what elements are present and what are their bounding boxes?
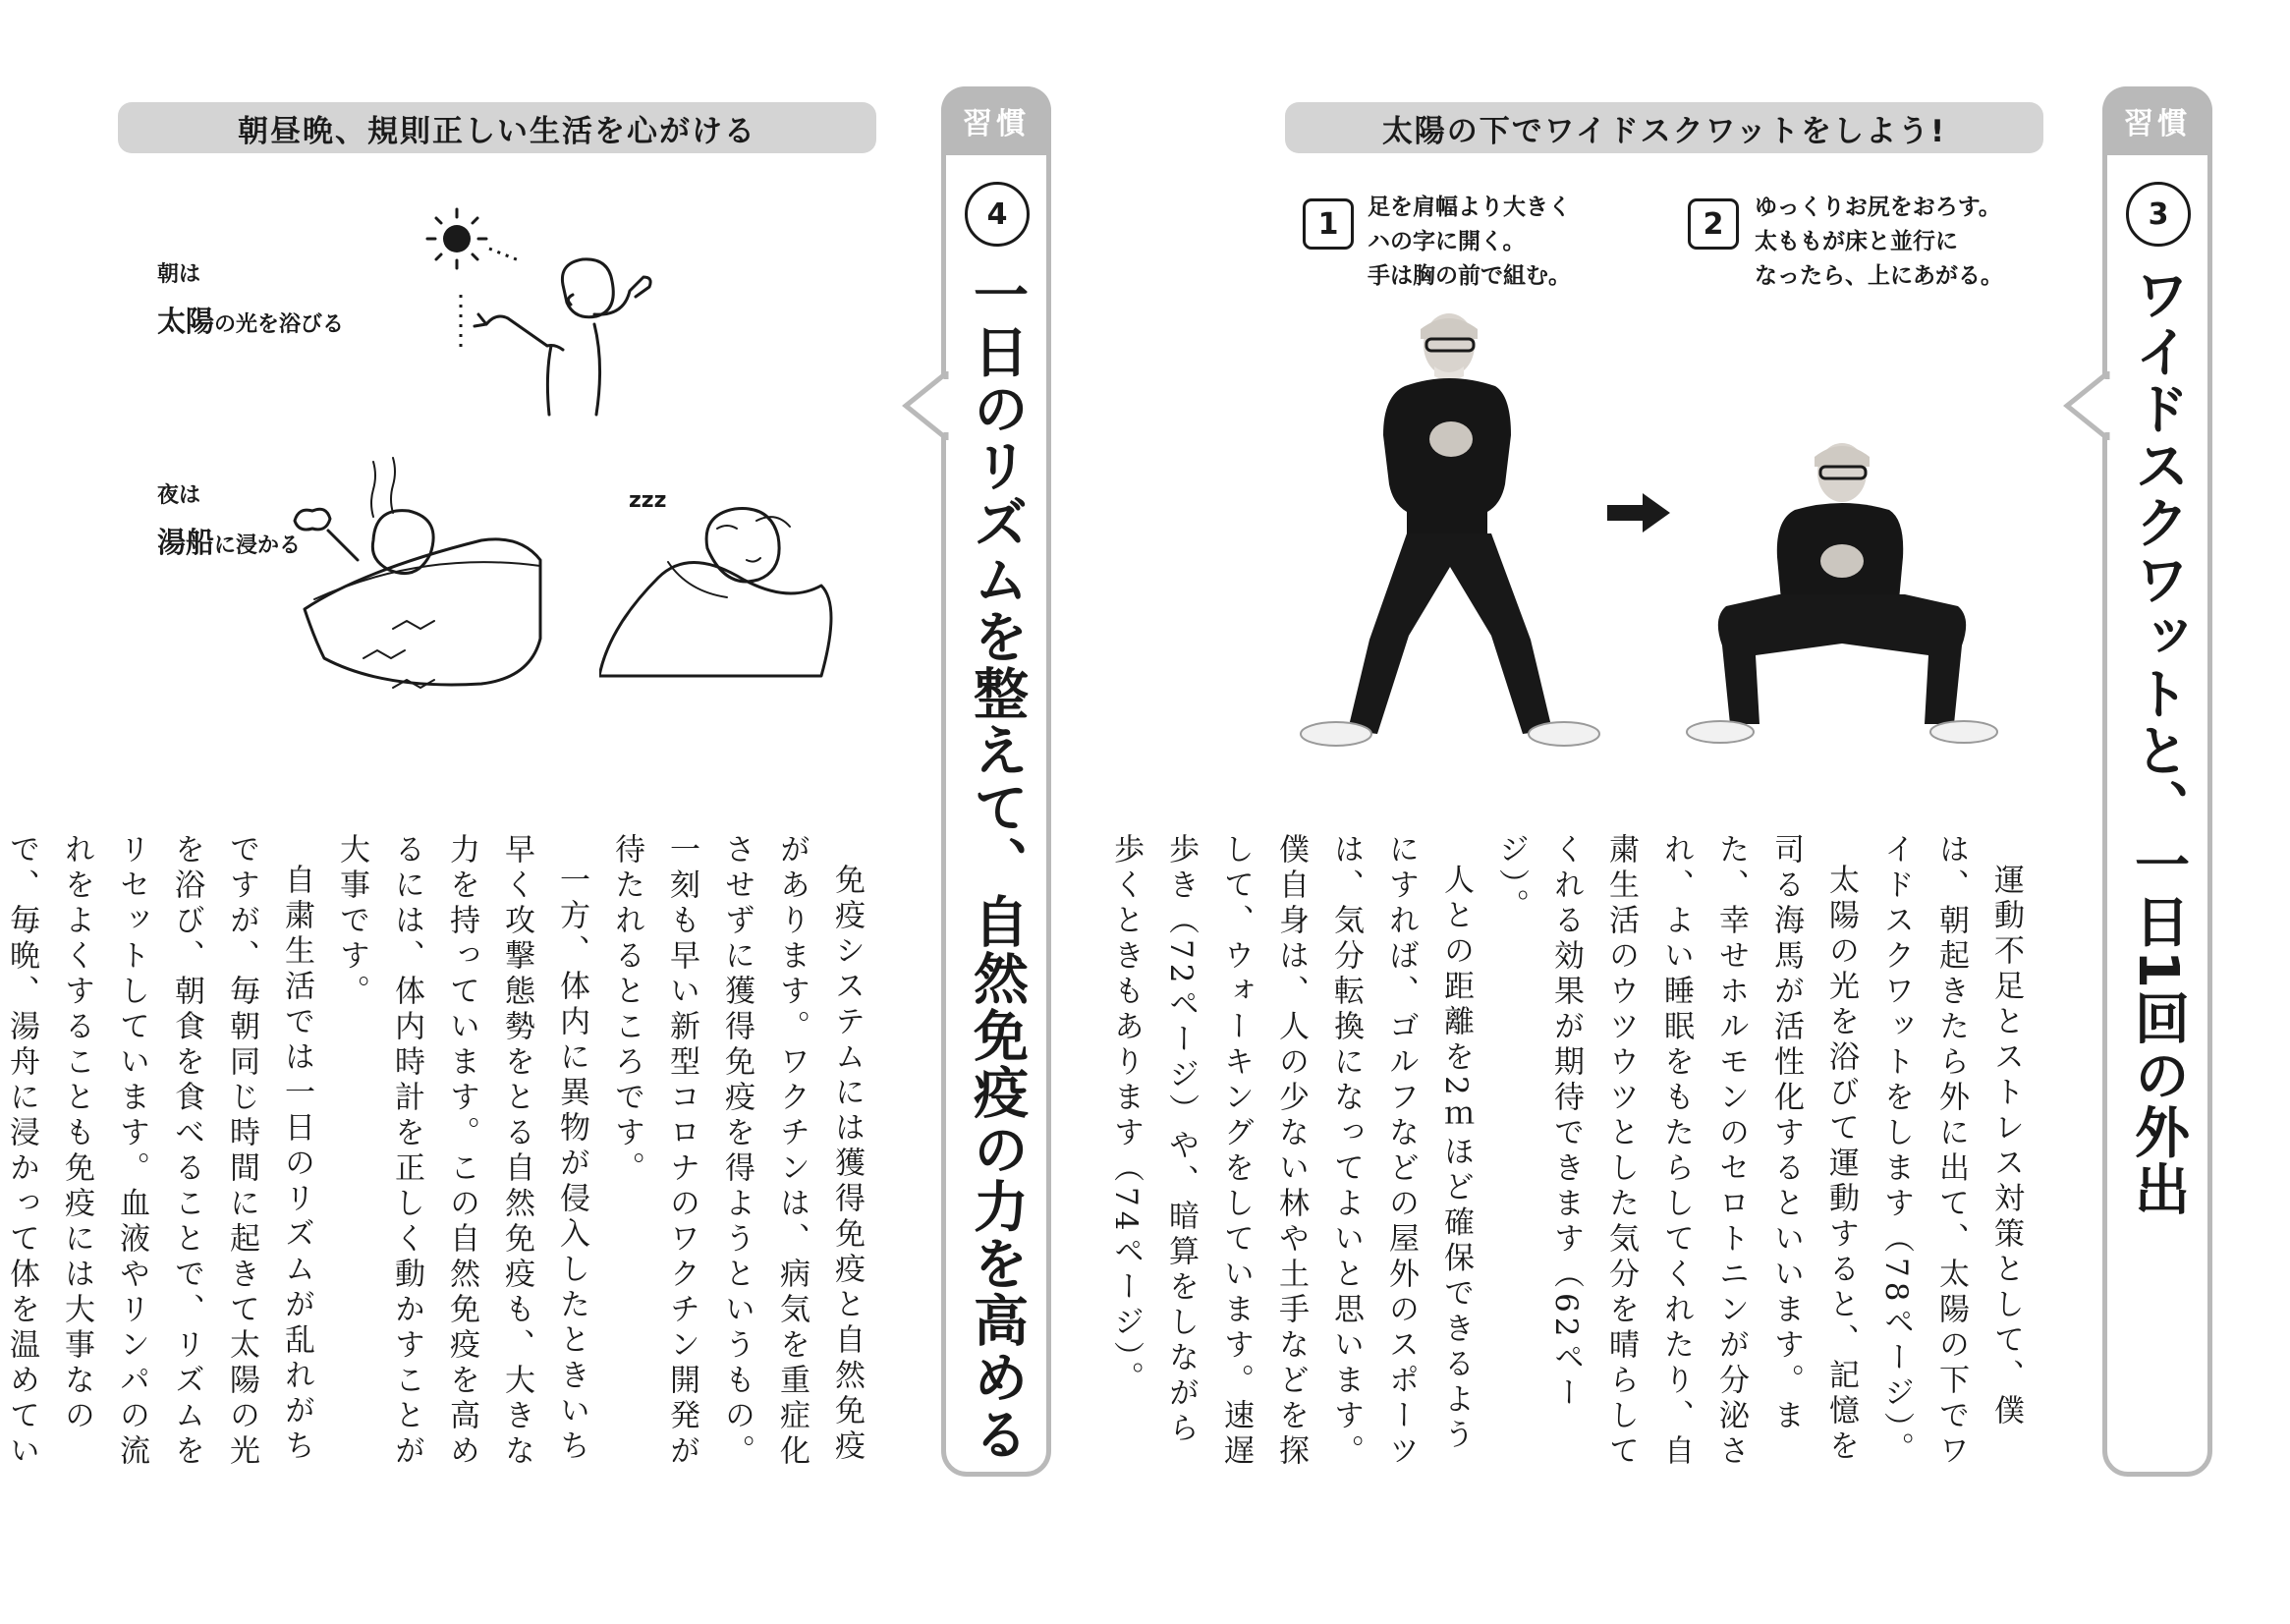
person-squatting-figure — [1685, 437, 1999, 752]
person-standing-figure — [1297, 309, 1611, 752]
caption-night-rest: に浸かる — [214, 533, 302, 558]
right-header: 太陽の下でワイドスクワットをしよう! — [1285, 102, 2043, 153]
caption-morning-big: 太陽 — [157, 305, 215, 338]
right-tab-number: 3 — [2126, 182, 2191, 247]
caption-night-small: 夜は — [157, 483, 201, 508]
left-tab-number: 4 — [965, 182, 1030, 247]
zzz-text: zzz — [629, 488, 667, 513]
step-2-number: 2 — [1688, 198, 1739, 250]
left-title-tab — [941, 86, 1051, 1477]
right-tab-notch — [2063, 371, 2110, 440]
right-body-text — [1108, 833, 2034, 1472]
step-1-number: 1 — [1303, 198, 1354, 250]
caption-morning — [157, 257, 344, 340]
left-paragraph-1: 免疫システムには獲得免疫と自然免疫があります。ワクチンは、病気を重症化させずに獲得免疫を得ようというもの。一刻も早い新型コロナのワクチン開発が待たれるところです。 — [609, 833, 865, 1470]
caption-morning-small: 朝は — [157, 262, 201, 287]
left-paragraph-2: 一方、体内に異物が侵入したときいち早く攻撃態勢をとる自然免疫も、大きな力を持っています。この自然免疫を高めるには、体内時計を正しく動かすことが大事です。 — [334, 833, 589, 1470]
person-sunbathing-illustration — [447, 255, 702, 422]
caption-night-big: 湯船 — [157, 526, 215, 559]
right-page-title: ワイドスクワットと、一日1回の外出 — [2126, 266, 2190, 1218]
right-paragraph-1: 運動不足とストレス対策として、僕は、朝起きたら外に出て、太陽の下でワイドスクワットをします（78ページ）。 — [1878, 833, 2024, 1470]
bathtub-illustration — [285, 452, 560, 727]
right-tab-label: 習慣 — [2102, 86, 2212, 155]
left-tab-notch — [902, 371, 949, 440]
left-header: 朝昼晩、規則正しい生活を心がける — [118, 102, 876, 153]
step-2-text: ゆっくりお尻をおろす。 太ももが床と並行に なったら、上にあがる。 — [1755, 195, 2003, 289]
step-1-text: 足を肩幅より大きく ハの字に開く。 手は胸の前で組む。 — [1368, 195, 1571, 289]
arrow-right-icon — [1607, 493, 1670, 532]
left-body-text — [4, 833, 874, 1472]
right-paragraph-2: 太陽の光を浴びて運動すると、記憶を司る海馬が活性化するといいます。また、幸せホルモンのセロトニンが分泌され、よい睡眠をもたらしてくれたり、自粛生活のウツウツとした気分を晴らしてくれる効果が期待できます（62ページ）。 — [1493, 833, 1859, 1470]
right-title-tab — [2102, 86, 2212, 1477]
caption-night — [157, 478, 301, 561]
left-paragraph-3: 自粛生活では一日のリズムが乱れがちですが、毎朝同じ時間に起きて太陽の光を浴び、朝食を食べることで、リズムをリセットしています。血液やリンパの流れをよくすることも免疫には大事なので、毎晩、湯舟に浸かって体を温めてい — [4, 833, 314, 1470]
caption-morning-rest: の光を浴びる — [214, 312, 345, 337]
right-paragraph-3: 人との距離を2ｍほど確保できるようにすれば、ゴルフなどの屋外のスポーツは、気分転換になってよいと思います。僕自身は、人の少ない林や土手などを探して、ウォーキングをしています。速遅歩き（72ページ）や、暗算をしながら歩くときもあります（74ページ）。 — [1108, 833, 1474, 1470]
sleeping-illustration — [599, 470, 845, 696]
left-page-title: 一日のリズムを整えて、自然免疫の力を高める — [965, 266, 1029, 1463]
left-tab-label: 習慣 — [941, 86, 1051, 155]
